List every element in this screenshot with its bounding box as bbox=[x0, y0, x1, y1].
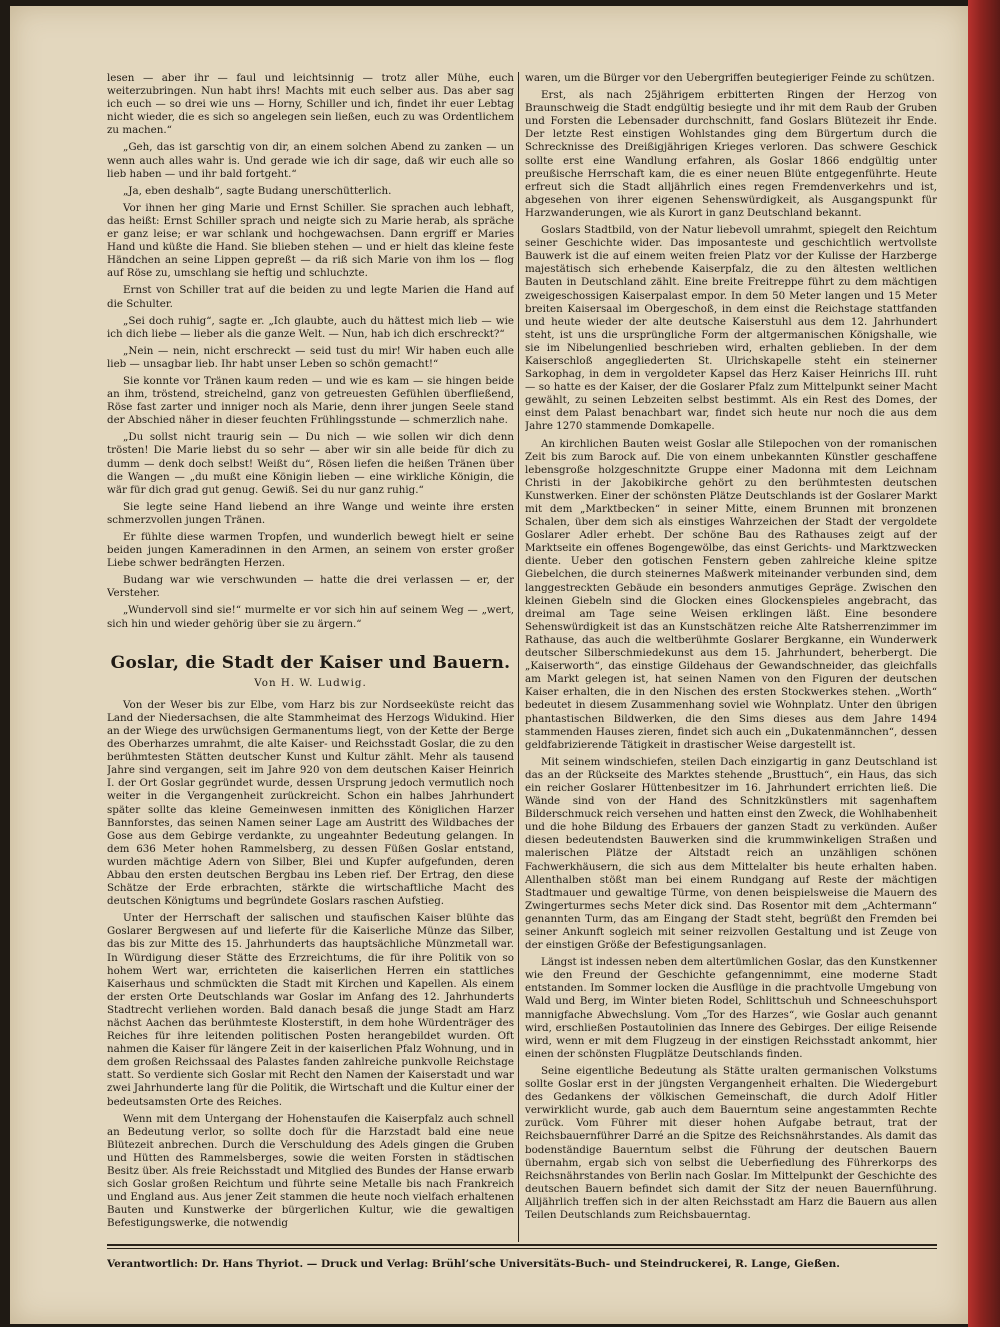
paragraph: „Ja, eben deshalb“, sagte Budang unerschütterlich. bbox=[123, 184, 392, 197]
paragraph: Vor ihnen her ging Marie und Ernst Schiller. Sie sprachen auch lebhaft, das heißt: Ernst Schiller sprach und neigte sich zu Marie herab, als spräche er ganz leise; er war schlank und hochgewachsen. Dann ergriff er Maries Hand und küßte die Hand. Sie blieben stehen — und er hielt das kleine feste Händchen an seine Lippen gepreßt — da riß sich Marie von ihm los — flog auf Röse zu, umschlang sie heftig und schluchzte. bbox=[107, 201, 514, 280]
paragraph: „Sei doch ruhig“, sagte er. „Ich glaubte, auch du hättest mich lieb — wie ich dich liebe — lieber als die ganze Welt. — Nun, hab ich dich erschreckt?“ bbox=[107, 314, 514, 340]
paragraph: An kirchlichen Bauten weist Goslar alle Stilepochen von der romanischen Zeit bis zum Barock auf. Die von einem unbekannten Künstler geschaffene lebensgroße holzgeschnitzte Gruppe einer Madonna mit dem Leichnam Christi in der Jakobikirche gehört zu den berühmtesten deutschen Kunstwerken. Einer der schönsten Plätze Deutschlands ist der Goslarer Markt mit dem „Marktbecken“ in seiner Mitte, einem Brunnen mit bronzenen Schalen, über dem sich als einstiges Wahrzeichen der Stadt der vergoldete Goslarer Adler erhebt. Der schöne Bau des Rathauses zeigt auf der Marktseite ein offenes Bogengewölbe, das einst Gerichts- und Marktzwecken diente. Ueber den gotischen Fenstern geben zahlreiche kleine spitze Giebelchen, die durch steinernes Maßwerk miteinander verbunden sind, dem langgestreckten Gebäude ein besonders anmutiges Gepräge. Zwischen den kleinen Giebeln sind die Glocken eines Glockenspieles angebracht, das dreimal am Tage seine Weisen erklingen läßt. Eine besondere Sehenswürdigkeit ist das an Kunstschätzen reiche Alte Ratsherrenzimmer im Rathause, das auch die weltberühmte Goslarer Bergkanne, ein Wunderwerk deutscher Silberschmiedekunst aus dem 15. Jahrhundert, beherbergt. Die „Kaiserworth“, das einstige Gildehaus der Gewandschneider, das gleichfalls am Markt gelegen ist, hat seinen Namen von den Figuren der deutschen Kaiser erhalten, die in den Nischen des ersten Stockwerkes stehen. „Worth“ bedeutet in diesem Zusammenhang soviel wie Wohnplatz. Unter den übrigen phantastischen Bildwerken, die den Sims dieses aus dem Jahre 1494 stammenden Hauses zieren, findet sich auch ein „Dukatenmännchen“, dessen geldfabrizierende Tätigkeit in drastischer Weise dargestellt ist. bbox=[525, 437, 937, 751]
article-byline: Von H. W. Ludwig. bbox=[254, 676, 367, 689]
paragraph: Von der Weser bis zur Elbe, vom Harz bis zur Nordseeküste reicht das Land der Niedersachsen, die alte Stammheimat des Herzogs Widukind. Hier an der Wiege des urwüchsigen Germanentums liegt, von der Kette der Berge des Oberharzes umrahmt, die alte Kaiser- und Reichsstadt Goslar, die zu den berühmtesten Stätten deutscher Kunst und Kultur zählt. Mehr als tausend Jahre sind vergangen, seit im Jahre 920 von dem deutschen Kaiser Heinrich I. der Ort Goslar gegründet wurde, dessen Ursprung jedoch vermutlich noch weiter in die Vergangenheit zurückreicht. Schon ein halbes Jahrhundert später sollte das kleine Gemeinwesen inmitten des Königlichen Harzer Bannforstes, das seinen Namen seiner Lage am Austritt des Wildbaches der Gose aus dem Gebirge verdankte, zu ungeahnter Bedeutung gelangen. In dem 636 Meter hohen Rammelsberg, zu dessen Füßen Goslar entstand, wurden mächtige Adern von Silber, Blei und Kupfer aufgefunden, deren Abbau den ersten deutschen Bergbau ins Leben rief. Der Ertrag, den diese Schätze der Erde erbrachten, stärkte die wirtschaftliche Macht des deutschen Königtums und begründete Goslars raschen Aufstieg. bbox=[107, 698, 514, 908]
article-title: Goslar, die Stadt der Kaiser und Bauern. bbox=[110, 652, 511, 673]
paragraph: waren, um die Bürger vor den Uebergriffen beutegieriger Feinde zu schützen. bbox=[525, 72, 935, 84]
paragraph: Budang war wie verschwunden — hatte die drei verlassen — er, der Versteher. bbox=[107, 574, 514, 600]
paragraph: Sie konnte vor Tränen kaum reden — und wie es kam — sie hingen beide an ihm, tröstend, streichelnd, ganz von getreuesten Gefühlen überfließend, Röse fast zarter und inniger noch als Marie, denn ihrer jungen Seele stand der Abschied näher in dieser feuchten Frühlingsstunde — schmerzlich nahe. bbox=[107, 374, 514, 427]
paragraph: Unter der Herrschaft der salischen und staufischen Kaiser blühte das Goslarer Bergwesen auf und lieferte für die Kaiserliche Münze das Silber, das bis zur Mitte des 15. Jahrhunderts das hauptsächliche Münzmetall war. In Würdigung dieser Stätte des Erzreichtums, die für ihre Politik von so hohem Wert war, errichteten die kaiserlichen Herren ein stattliches Kaiserhaus und schmückten die Stadt mit Kirchen und Kapellen. Als einem der ersten Orte Deutschlands war Goslar im Anfang des 12. Jahrhunderts Stadtrecht verliehen worden. Bald danach besaß die junge Stadt am Harz nächst Aachen das berühmteste Klosterstift, in dem hohe Würdenträger des Reiches für ihre leitenden politischen Posten herangebildet wurden. Oft nahmen die Kaiser für längere Zeit in der kaiserlichen Pfalz Wohnung, und in dem großen Reichssaal des Palastes fanden zahlreiche punkvolle Reichstage statt. So verdiente sich Goslar mit Recht den Namen der Kaiserstadt und war zwei Jahrhunderte lang für die Politik, die Wirtschaft und die Kultur einer der bedeutsamsten Orte des Reiches. bbox=[107, 912, 514, 1108]
paragraph: Goslars Stadtbild, von der Natur liebevoll umrahmt, spiegelt den Reichtum seiner Geschichte wider. Das imposanteste und geschichtlich wertvollste Bauwerk ist die auf einem weiten freien Platz vor der Kulisse der Harzberge majestätisch sich erhebende Kaiserpfalz, die zu den ältesten weltlichen Bauten in Deutschland zählt. Eine breite Freitreppe führt zu dem mächtigen zweigeschossigen Kaiserpalast empor. In dem 50 Meter langen und 15 Meter breiten Kaisersaal im Obergeschoß, in dem einst die Reichstage stattfanden und heute wieder der alte deutsche Kaiserstuhl aus dem 12. Jahrhundert steht, ist uns die ursprüngliche Form der altgermanischen Königshalle, wie sie im Nibelungenlied beschrieben wird, erhalten geblieben. In der dem Kaiserschloß angegliederten St. Ulrichskapelle steht ein steinerner Sarkophag, in dem in vergoldeter Kapsel das Herz Kaiser Heinrichs III. ruht — so hatte es der Kaiser, der die Goslarer Pfalz zum Mittelpunkt seiner Macht gewählt, zu seinen Lebzeiten selbst bestimmt. Als ein Rest des Domes, der einst dem Palast benachbart war, findet sich heute nur noch die aus dem Jahre 1270 stammende Domkapelle. bbox=[525, 224, 937, 433]
paragraph: Mit seinem windschiefen, steilen Dach einzigartig in ganz Deutschland ist das an der Rückseite des Marktes stehende „Brusttuch“, ein Haus, das sich ein reicher Goslarer Hüttenbesitzer im 16. Jahrhundert errichten ließ. Die Wände sind von der Hand des Schnitzkünstlers mit sagenhaftem Bilderschmuck reich versehen und hatten einst den Zweck, die Wohlhabenheit und die hohe Bildung des Erbauers der ganzen Stadt zu verkünden. Außer diesen bedeutendsten Bauwerken sind die krummwinkeligen Straßen und malerischen Plätze der Altstadt reich an unzähligen schönen Fachwerkhäusern, die sich aus dem Mittelalter bis heute erhalten haben. Allenthalben stößt man bei einem Rundgang auf Reste der mächtigen Stadtmauer und gewaltige Türme, von denen beispielsweise die Mauern des Zwingerturmes sechs Meter dick sind. Das Rosentor mit dem „Achtermann“ genannten Turm, das am Eingang der Stadt steht, begrüßt den Fremden bei seiner Ankunft sogleich mit seiner reizvollen Gestaltung und ist Zeuge von der einstigen Größe der Befestigungsanlagen. bbox=[525, 755, 937, 952]
paragraph: Erst, als nach 25jährigem erbitterten Ringen der Herzog von Braunschweig die Stadt endgültig besiegte und ihr mit dem Raub der Gruben und Forsten die Lebensader durchschnitt, fand Goslars Blütezeit ihr Ende. Der letzte Rest einstigen Wohlstandes ging dem Bürgertum durch die Schrecknisse des Dreißigjährigen Krieges verloren. Das schwere Geschick sollte erst eine Wandlung erfahren, als Goslar 1866 endgültig unter preußische Herrschaft kam, die es einer neuen Blüte entgegenführte. Heute erfreut sich die Stadt alljährlich eines regen Fremdenverkehrs und ist, abgesehen von ihrer eigenen Sehenswürdigkeit, als Ausgangspunkt für Harzwanderungen, wie als Kurort in ganz Deutschland bekannt. bbox=[525, 89, 937, 219]
imprint-line: Verantwortlich: Dr. Hans Thyriot. — Druck und Verlag: Brühl’sche Universitäts-Buch- und Steindruckerei, R. Lange, Gießen. bbox=[107, 1258, 840, 1270]
footer-rule-thin bbox=[107, 1248, 937, 1249]
right-column bbox=[525, 72, 937, 1244]
paragraph: Wenn mit dem Untergang der Hohenstaufen die Kaiserpfalz auch schnell an Bedeutung verlor, so sollte doch für die Harzstadt bald eine neue Blütezeit anbrechen. Durch die Verschuldung des Adels gingen die Gruben und Hütten des Rammelsberges, sowie die weiten Forsten in städtischen Besitz über. Als freie Reichsstadt und Mitglied des Bundes der Hanse erwarb sich Goslar großen Reichtum und führte seine Metalle bis nach Frankreich und England aus. Aus jener Zeit stammen die heute noch vielfach erhaltenen Bauten und Kunstwerke der bürgerlichen Kultur, wie die gewaltigen Befestigungswerke, die notwendig bbox=[107, 1112, 514, 1230]
paragraph: Sie legte seine Hand liebend an ihre Wange und weinte ihre ersten schmerzvollen jungen Tränen. bbox=[107, 500, 514, 526]
paragraph: Seine eigentliche Bedeutung als Stätte uralten germanischen Volkstums sollte Goslar erst in der jüngsten Vergangenheit erhalten. Die Wiedergeburt des Gedankens der völkischen Gemeinschaft, die durch Adolf Hitler verwirklicht wurde, gab auch dem Bauerntum seine angestammten Rechte zurück. Vom Führer mit dieser hohen Aufgabe betraut, trat der Reichsbauernführer Darré an die Spitze des Reichsnährstandes. Als damit das bodenständige Bauerntum selbst die Führung der deutschen Bauern übernahm, ergab sich von selbst die Ueberfiedlung des Führerkorps des Reichsnährstandes von Berlin nach Goslar. Im Mittelpunkt der Geschichte des deutschen Bauern befindet sich damit der Sitz der neuen Bauernführung. Alljährlich treffen sich in der alten Reichsstadt am Harz die Bauern aus allen Teilen Deutschlands zum Reichsbauerntag. bbox=[525, 1064, 937, 1221]
paragraph: Er fühlte diese warmen Tropfen, und wunderlich bewegt hielt er seine beiden jungen Kameradinnen in den Armen, an seinem von erster großer Liebe schwer bedrängten Herzen. bbox=[107, 531, 514, 570]
column-divider bbox=[518, 72, 519, 1242]
paragraph: Längst ist indessen neben dem altertümlichen Goslar, das den Kunstkenner wie den Freund der Geschichte gefangennimmt, eine moderne Stadt entstanden. Im Sommer locken die Ausflüge in die prachtvolle Umgebung von Wald und Berg, im Winter bieten Rodel, Schlittschuh und Schneeschuhsport mannigfache Abwechslung. Vom „Tor des Harzes“, wie Goslar auch genannt wird, erschließen Postautolinien das Innere des Gebirges. Der eilige Reisende wird, wenn er mit dem Flugzeug in der einstigen Reichsstadt ankommt, hier einen der schönsten Flugplätze Deutschlands finden. bbox=[525, 956, 937, 1060]
paragraph: Ernst von Schiller trat auf die beiden zu und legte Marien die Hand auf die Schulter. bbox=[107, 284, 514, 310]
paragraph: „Geh, das ist garschtig von dir, an einem solchen Abend zu zanken — un wenn auch alles wahr is. Und gerade wie ich dir sage, daß wir euch alle so lieb haben — und ihr bald fortgeht.“ bbox=[107, 141, 514, 180]
left-column bbox=[107, 72, 514, 1240]
paragraph: „Wundervoll sind sie!“ murmelte er vor sich hin auf seinem Weg — „wert, sich hin und wieder gehörig über sie zu ärgern.“ bbox=[107, 604, 514, 630]
paragraph: lesen — aber ihr — faul und leichtsinnig — trotz aller Mühe, euch weiterzubringen. Nun habt ihrs! Machts mit euch selber aus. Das aber sag ich euch — so drei wie uns — Horny, Schiller und ich, findet ihr euer Lebtag nicht wieder, die es sich so angelegen sein ließen, euch zu was Ordentlichem zu machen.“ bbox=[107, 72, 514, 137]
paragraph: „Du sollst nicht traurig sein — Du nich — wie sollen wir dich denn trösten! Die Marie liebst du so sehr — aber wir sin alle beide für dich zu dumm — denk doch selbst! Weißt du“, Rösen liefen die heißen Tränen über die Wangen — „du mußt eine Königin lieben — eine wirkliche Königin, die wär für dich grad gut genug. Gewiß. Sei du nur ganz ruhig.“ bbox=[107, 431, 514, 496]
binding-edge bbox=[968, 0, 1000, 1327]
paragraph: „Nein — nein, nicht erschreckt — seid tust du mir! Wir haben euch alle lieb — unsagbar lieb. Ihr habt unser Leben so schön gemacht!“ bbox=[107, 344, 514, 370]
footer-rule bbox=[107, 1244, 937, 1246]
